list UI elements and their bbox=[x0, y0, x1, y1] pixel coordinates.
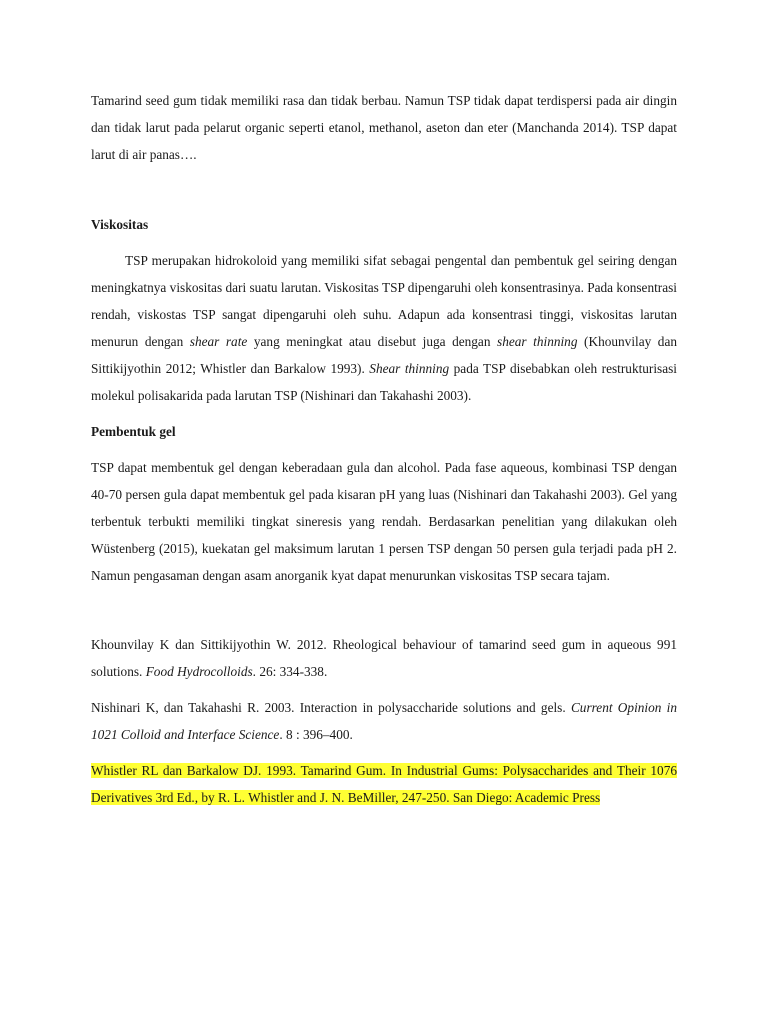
viskositas-italic-shear-thinning: shear thinning bbox=[497, 334, 578, 349]
viskositas-italic-shear-thinning-2: Shear thinning bbox=[369, 361, 450, 376]
reference-text: . 8 : 396–400. bbox=[279, 727, 353, 742]
reference-text: Nishinari K, dan Takahashi R. 2003. Interaction in polysaccharide solutions and gels. bbox=[91, 700, 571, 715]
pembentuk-gel-paragraph: TSP dapat membentuk gel dengan keberadaan gula dan alcohol. Pada fase aqueous, kombinasi TSP dengan 40-70 persen gula dapat membentuk gel pada kisaran pH yang luas (Nishinari dan Takahashi 2003). Gel yang terbentuk terbukti memiliki tingkat sineresis yang rendah. Berdasarkan penelitian yang dilakukan oleh Wüstenberg (2015), kuekatan gel maksimum larutan 1 persen TSP dengan 50 persen gula terjadi pada pH 2. Namun pengasaman dengan asam anorganik kyat dapat menurunkan viskositas TSP secara tajam. bbox=[91, 460, 677, 583]
highlighted-reference-text: Whistler RL dan Barkalow DJ. 1993. Tamarind Gum. In Industrial Gums: Polysaccharides and Their 1076 Derivatives 3rd Ed., by R. L. Whistler and J. N. BeMiller, 247-250. San Diego: Academic Press bbox=[91, 763, 677, 805]
viskositas-text-1: TSP merupakan hidrokoloid yang memiliki sifat sebagai pengental dan pembentuk gel seiring dengan meningkatnya viskositas dari suatu larutan. Viskositas TSP dipengaruhi oleh konsentrasinya. Pada konsentrasi rendah, viskostas TSP sangat dipengaruhi oleh suhu. Adapun ada konsentrasi tinggi, viskositas larutan menurun dengan bbox=[91, 253, 677, 349]
section-heading-pembentuk-gel: Pembentuk gel bbox=[91, 424, 176, 439]
reference-journal: Food Hydrocolloids bbox=[145, 664, 253, 679]
intro-paragraph: Tamarind seed gum tidak memiliki rasa dan tidak berbau. Namun TSP tidak dapat terdispersi pada air dingin dan tidak larut pada pelarut organic seperti etanol, methanol, aseton dan eter (Manchanda 2014). TSP dapat larut di air panas…. bbox=[91, 93, 677, 162]
reference-text: Khounvilay K dan Sittikijyothin W. 2012. Rheological behaviour of tamarind seed gum in aqueous 991 solutions. bbox=[91, 637, 677, 679]
viskositas-paragraph bbox=[91, 247, 677, 409]
reference-text: . 26: 334-338. bbox=[252, 664, 328, 679]
reference-whistler-highlighted bbox=[91, 757, 677, 811]
viskositas-text-2: yang meningkat atau disebut juga dengan bbox=[247, 334, 498, 349]
document-body bbox=[91, 87, 677, 811]
reference-khounvilay bbox=[91, 631, 677, 685]
viskositas-text-3: (Khounvilay dan Sittikijyothin 2012; Whistler dan Barkalow 1993). bbox=[91, 334, 678, 376]
reference-nishinari bbox=[91, 694, 677, 748]
section-heading-viskositas: Viskositas bbox=[91, 217, 149, 232]
viskositas-text-4: pada TSP disebabkan oleh restrukturisasi molekul polisakarida pada larutan TSP (Nishinari dan Takahashi 2003). bbox=[91, 361, 677, 403]
reference-journal: Current Opinion in 1021 Colloid and Interface Science bbox=[91, 700, 677, 742]
viskositas-italic-shear-rate: shear rate bbox=[189, 334, 248, 349]
